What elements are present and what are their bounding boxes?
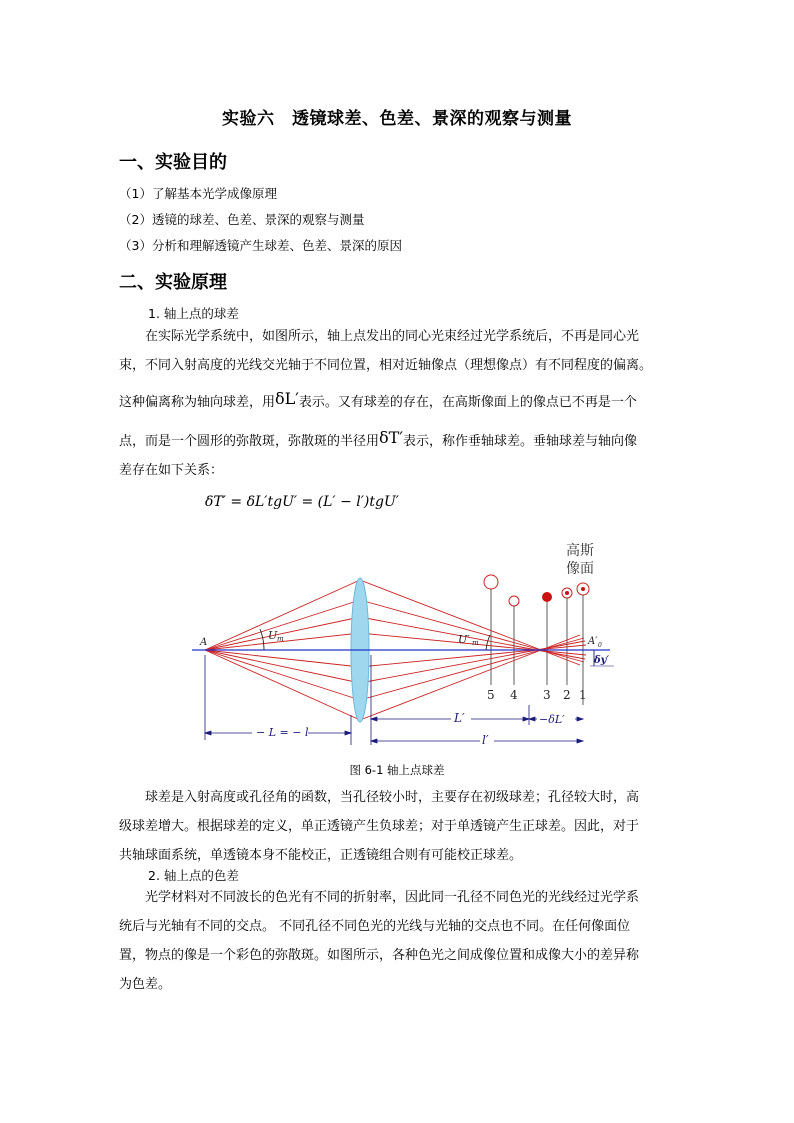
blur-circle-5 <box>484 575 498 589</box>
para-line: 共轴球面系统，单透镜本身不能校正，正透镜组合则有可能校正球差。 <box>119 848 523 863</box>
section-heading-purpose: 一、实验目的 <box>119 152 227 173</box>
paragraph-spherical-aberration <box>119 322 675 485</box>
para-line: 置，物点的像是一个彩色的弥散斑。如图所示，各种色光之间成像位置和成像大小的差异称 <box>119 948 640 963</box>
label-gauss-line1: 高斯 <box>566 543 594 559</box>
para-text: 表示，称作垂轴球差。垂轴球差与轴向像 <box>402 434 637 449</box>
symbol-delta-T: δT′ <box>379 428 403 447</box>
para-line: 在实际光学系统中，如图所示，轴上点发出的同心光束经过光学系统后，不再是同心光 <box>145 329 640 344</box>
para-line: 球差是入射高度或孔径角的函数，当孔径较小时，主要存在初级球差；孔径较大时，高 <box>145 790 640 805</box>
svg-text:− L = − l: − L = − l <box>256 726 309 739</box>
svg-text:2: 2 <box>563 688 571 702</box>
svg-text:3: 3 <box>543 688 551 702</box>
para-text: 这种偏离称为轴向球差，用 <box>119 395 276 410</box>
svg-text:A: A <box>200 637 208 648</box>
svg-text:U: U <box>268 629 278 642</box>
list-item: （3）分析和理解透镜产生球差、色差、景深的原因 <box>119 238 402 253</box>
para-line: 光学材料对不同波长的色光有不同的折射率，因此同一孔径不同色光的光线经过光学系 <box>145 890 640 905</box>
subsection-heading-spherical: 1. 轴上点的球差 <box>148 306 239 321</box>
blur-circle-3 <box>542 592 552 602</box>
svg-text:m: m <box>472 639 479 647</box>
para-line: 级球差增大。根据球差的定义，单正透镜产生负球差；对于单透镜产生正球差。因此，对于 <box>119 819 640 834</box>
figure-caption: 图 6-1 轴上点球差 <box>349 763 445 777</box>
svg-text:m: m <box>277 635 284 643</box>
spherical-aberration-figure <box>180 535 620 750</box>
svg-text:l′: l′ <box>482 733 489 747</box>
svg-text:δy′: δy′ <box>594 655 610 666</box>
svg-text:0: 0 <box>598 642 602 649</box>
paragraph-chromatic-aberration <box>119 883 675 999</box>
para-line: 差存在如下关系： <box>119 463 224 478</box>
formula-transverse-aberration: δT′ = δL′tgU′ = (L′ − l′)tgU′ <box>205 494 399 510</box>
blur-circle-4 <box>509 596 519 606</box>
svg-text:4: 4 <box>510 688 518 702</box>
svg-text:L′: L′ <box>454 711 465 725</box>
svg-text:1: 1 <box>579 688 587 702</box>
para-line: 统后与光轴有不同的交点。 不同孔径不同色光的光线与光轴的交点也不同。在任何像面位 <box>119 919 631 934</box>
svg-text:−δL′: −δL′ <box>539 713 565 726</box>
subsection-heading-chromatic: 2. 轴上点的色差 <box>148 868 239 883</box>
svg-text:5: 5 <box>487 688 495 702</box>
paragraph-spherical-order <box>119 783 675 870</box>
svg-text:A′: A′ <box>588 636 598 647</box>
section-heading-principle: 二、实验原理 <box>119 272 227 293</box>
label-gauss-line2: 像面 <box>566 561 594 577</box>
para-text: 表示。又有球差的存在，在高斯像面上的像点已不再是一个 <box>298 395 637 410</box>
para-line: 为色差。 <box>119 977 172 992</box>
para-text: 点，而是一个圆形的弥散斑，弥散斑的半径用 <box>119 434 380 449</box>
list-item: （1）了解基本光学成像原理 <box>119 186 277 201</box>
page-title: 实验六 透镜球差、色差、景深的观察与测量 <box>222 109 572 129</box>
svg-text:U′: U′ <box>458 633 470 646</box>
symbol-delta-L: δL′ <box>275 389 299 408</box>
para-line: 束，不同入射高度的光线交光轴于不同位置，相对近轴像点（理想像点）有不同程度的偏离。 <box>119 358 653 373</box>
list-item: （2）透镜的球差、色差、景深的观察与测量 <box>119 212 365 227</box>
